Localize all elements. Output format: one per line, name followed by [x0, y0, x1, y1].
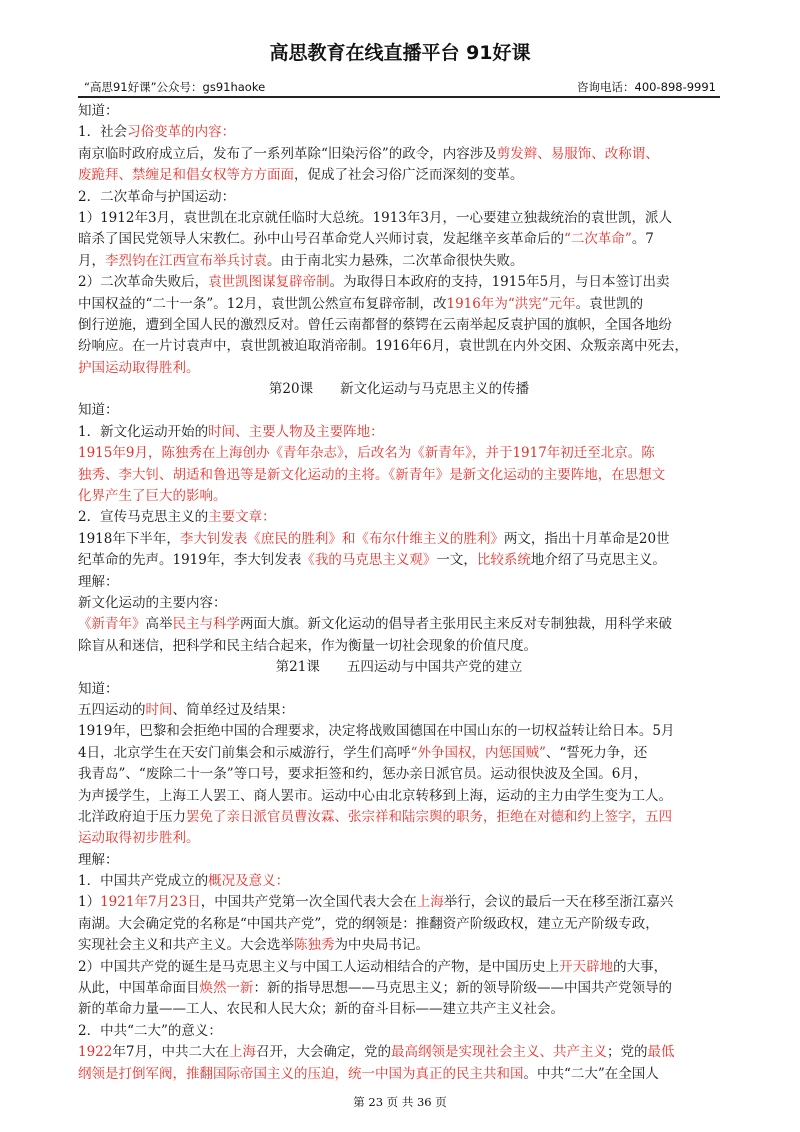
- page-header-title: 高思教育在线直播平台 91好课: [269, 42, 531, 64]
- text-line: [78, 807, 720, 828]
- text-line: [78, 251, 720, 272]
- body-text: 月，: [78, 252, 105, 269]
- text-line: [78, 871, 720, 892]
- highlighted-text: 民主与科学: [172, 616, 240, 633]
- body-text: 。中共“二大”在全国人: [523, 1065, 659, 1082]
- text-line: [78, 465, 720, 486]
- body-text: 2．中共“二大”的意义：: [78, 1022, 222, 1039]
- body-text: 1）1912年3月，袁世凯在北京就任临时大总统。1913年3月，一心要建立独裁统治的袁世凯，派人: [78, 209, 672, 226]
- text-line: [78, 764, 720, 785]
- text-line: [78, 614, 720, 635]
- wechat-account: “高思91好课”公众号：gs91haoke: [84, 80, 266, 94]
- highlighted-text: 1922: [78, 1044, 113, 1061]
- body-text: ，中国共产党第一次全国代表大会在: [200, 894, 417, 911]
- text-line: [78, 550, 720, 571]
- header-divider: [78, 96, 720, 98]
- text-line: [78, 229, 720, 250]
- text-line: [78, 850, 720, 871]
- highlighted-text: 主要文章：: [208, 509, 276, 526]
- body-text: 为声援学生，上海工人罢工、商人罢市。运动中心由北京转移到上海，运动的主力由学生变为工人。: [78, 787, 672, 804]
- body-text: 召开，大会确定，党的: [255, 1044, 391, 1061]
- body-text: 2）二次革命失败后，: [78, 274, 209, 291]
- body-text: 举行，会议的最后一天在移至浙江嘉兴: [443, 894, 674, 911]
- body-text: 中国权益的“二十一条”。12月，袁世凯公然宣布复辟帝制，改: [78, 295, 447, 312]
- body-text: ；党的: [606, 1044, 648, 1061]
- highlighted-text: 化界产生了巨大的影响。: [78, 488, 227, 505]
- text-line: [78, 208, 720, 229]
- body-text: 知道：: [78, 680, 119, 697]
- text-line: [78, 1064, 720, 1085]
- body-text: 新的革命力量——工人、农民和人民大众；新的奋斗目标——建立共产主义社会。: [78, 1001, 564, 1018]
- body-text: 新文化运动的主要内容：: [78, 594, 227, 611]
- text-line: [78, 978, 720, 999]
- text-line: [78, 828, 720, 849]
- text-line: [78, 999, 720, 1020]
- text-line: [78, 679, 720, 700]
- text-line: [78, 272, 720, 293]
- text-line: [78, 507, 720, 528]
- text-line: [78, 443, 720, 464]
- body-text: ：新的指导思想——马克思主义；新的领导阶级——中国共产党领导的: [253, 980, 672, 997]
- highlighted-text: 独秀、李大钊、胡适和鲁迅等是新文化运动的主将。《新青年》是新文化运动的主要阵地，在思想文: [78, 466, 666, 483]
- highlighted-text: 上海: [228, 1044, 256, 1061]
- highlighted-text: 《我的马克思主义观》: [301, 552, 437, 569]
- body-text: ，促成了社会习俗广泛而深刻的变革。: [294, 167, 524, 184]
- text-line: [78, 957, 720, 978]
- body-text: 纷响应。在一片讨袁声中，袁世凯被迫取消帝制。1916年6月，袁世凯在内外交困、众叛亲离中死去，: [78, 338, 688, 355]
- body-text: 1．中国共产党成立的: [78, 873, 209, 890]
- text-line: [78, 786, 720, 807]
- highlighted-text: 最高纲领是实现社会主义、共产主义: [390, 1044, 607, 1061]
- body-text: 我青岛”、“废除二十一条”等口号，要求拒签和约，惩办亲日派官员。运动很快波及全国。6月，: [78, 766, 648, 783]
- text-line: [78, 165, 720, 186]
- body-text: 2）中国共产党的诞生是马克思主义与中国工人运动相结合的产物，是中国历史上: [78, 958, 560, 975]
- body-text: 高举: [145, 616, 173, 633]
- text-line: [78, 636, 720, 657]
- body-text: 一文，: [436, 552, 477, 569]
- body-text: 除盲从和迷信，把科学和民主结合起来，作为衡量一切社会现象的价值尺度。: [78, 637, 537, 654]
- text-line: [78, 336, 720, 357]
- text-line: [78, 122, 720, 143]
- text-line: [78, 187, 720, 208]
- highlighted-text: “二次革命”: [564, 231, 632, 248]
- body-text: 、“誓死力争，还: [545, 744, 648, 761]
- highlighted-text: 《新青年》: [78, 616, 146, 633]
- body-text: 、简单经过及结果：: [172, 701, 294, 718]
- highlighted-text: 时间、主要人物及主要阵地：: [208, 423, 384, 440]
- body-text: 南湖。大会确定党的名称是“中国共产党”，党的纲领是：推翻资产阶级政权，建立无产阶级专政，: [78, 915, 659, 932]
- highlighted-text: 比较系统: [476, 552, 531, 569]
- text-line: [78, 294, 720, 315]
- body-text: 两文，指出十月革命是20世: [503, 530, 670, 547]
- body-text: 的大事，: [613, 958, 668, 975]
- highlighted-text: 纲领是打倒军阀，推翻国际帝国主义的压迫，统一中国为真正的民主共和国: [78, 1065, 524, 1082]
- body-text: 为中央局书记。: [334, 937, 429, 954]
- body-text: 2．宣传马克思主义的: [78, 509, 209, 526]
- text-line: [78, 101, 720, 122]
- highlighted-text: 运动取得初步胜利。: [78, 830, 200, 847]
- body-text: 4日，北京学生在天安门前集会和示威游行，学生们高呼: [78, 744, 411, 761]
- body-text: 五四运动的: [78, 701, 146, 718]
- text-line: [78, 358, 720, 379]
- highlighted-text: 1915年9月，陈独秀在上海创办《青年杂志》，后改名为《新青年》，并于1917年初迁至北京。陈: [78, 445, 655, 462]
- body-text: 。由于南北实力悬殊，二次革命很快失败。: [267, 252, 524, 269]
- highlighted-text: 护国运动取得胜利。: [78, 359, 200, 376]
- body-text: 两面大旗。新文化运动的倡导者主张用民主来反对专制独裁，用科学来破: [240, 616, 672, 633]
- body-text: 。为取得日本政府的支持，1915年5月，与日本签订出卖: [329, 274, 670, 291]
- body-text: 北洋政府迫于压力: [78, 808, 186, 825]
- consult-phone: 咨询电话：400-898-9991: [577, 80, 716, 94]
- highlighted-text: 1921年7月23日: [100, 894, 201, 911]
- body-text: 。7: [631, 231, 654, 248]
- highlighted-text: 焕然一新: [199, 980, 254, 997]
- highlighted-text: 最低: [647, 1044, 675, 1061]
- body-text: 实现社会主义和共产主义。大会选举: [78, 937, 294, 954]
- text-line: [78, 721, 720, 742]
- highlighted-text: 习俗变革的内容：: [127, 124, 236, 141]
- body-text: 1918年下半年，: [78, 530, 180, 547]
- body-text: 地介绍了马克思主义。: [530, 552, 666, 569]
- lesson-heading: [78, 657, 720, 678]
- text-line: [78, 529, 720, 550]
- highlighted-text: 概况及意义：: [208, 873, 290, 890]
- body-text: 1．社会: [78, 124, 128, 141]
- body-text: 倒行逆施，遭到全国人民的激烈反对。曾任云南都督的蔡锷在云南举起反袁护国的旗帜，全国各地纷: [78, 316, 672, 333]
- body-text: 南京临时政府成立后，发布了一系列革除“旧染污俗”的政令，内容涉及: [78, 145, 497, 162]
- body-text: 从此，中国革命面目: [78, 980, 200, 997]
- body-text: 1．新文化运动开始的: [78, 423, 209, 440]
- body-text: 2．二次革命与护国运动：: [78, 188, 236, 205]
- text-line: [78, 914, 720, 935]
- text-line: [78, 743, 720, 764]
- body-text: 知道：: [78, 402, 119, 419]
- text-line: [78, 144, 720, 165]
- body-text: 1919年，巴黎和会拒绝中国的合理要求，决定将战败国德国在中国山东的一切权益转让给日本。5月: [78, 723, 675, 740]
- highlighted-text: 陈独秀: [294, 937, 335, 954]
- body-text: 1）: [78, 894, 101, 911]
- highlighted-text: 开天辟地: [559, 958, 614, 975]
- highlighted-text: 罢免了亲日派官员曹汝霖、张宗祥和陆宗舆的职务，拒绝在对德和约上签字，五四: [186, 808, 672, 825]
- highlighted-text: 剪发辫、易服饰、改称谓、: [496, 145, 659, 162]
- highlighted-text: 废跪拜、禁缠足和倡女权等方方面面: [78, 167, 294, 184]
- text-line: [78, 892, 720, 913]
- body-text: 知道：: [78, 103, 119, 119]
- body-text: 年7月，中共二大在: [112, 1044, 229, 1061]
- text-line: [78, 1042, 720, 1063]
- text-line: [78, 400, 720, 421]
- body-text: 第20课 新文化运动与马克思主义的传播: [268, 381, 530, 398]
- body-text: 理解：: [78, 851, 119, 868]
- text-line: [78, 700, 720, 721]
- body-text: 纪革命的先声。1919年，李大钊发表: [78, 552, 302, 569]
- body-text: 第21课 五四运动与中国共产党的建立: [275, 659, 523, 676]
- text-line: [78, 935, 720, 956]
- highlighted-text: 时间: [145, 701, 173, 718]
- highlighted-text: 上海: [416, 894, 444, 911]
- body-text: 暗杀了国民党领导人宋教仁。孙中山号召革命党人兴师讨袁，发起继辛亥革命后的: [78, 231, 564, 248]
- highlighted-text: 袁世凯图谋复辟帝制: [208, 274, 330, 291]
- highlighted-text: 李烈钧在江西宣布举兵讨袁: [105, 252, 267, 269]
- highlighted-text: 1916年为“洪宪”元年: [446, 295, 576, 312]
- highlighted-text: “外争国权，内惩国贼”: [410, 744, 546, 761]
- text-line: [78, 315, 720, 336]
- body-text: 理解：: [78, 573, 119, 590]
- text-line: [78, 422, 720, 443]
- document-body: [78, 101, 720, 1085]
- lesson-heading: [78, 379, 720, 400]
- page-footer: 第 23 页 共 36 页: [353, 1095, 447, 1109]
- text-line: [78, 1021, 720, 1042]
- text-line: [78, 593, 720, 614]
- highlighted-text: 李大钊发表《庶民的胜利》和《布尔什维主义的胜利》: [179, 530, 504, 547]
- text-line: [78, 572, 720, 593]
- body-text: 。袁世凯的: [575, 295, 644, 312]
- text-line: [78, 486, 720, 507]
